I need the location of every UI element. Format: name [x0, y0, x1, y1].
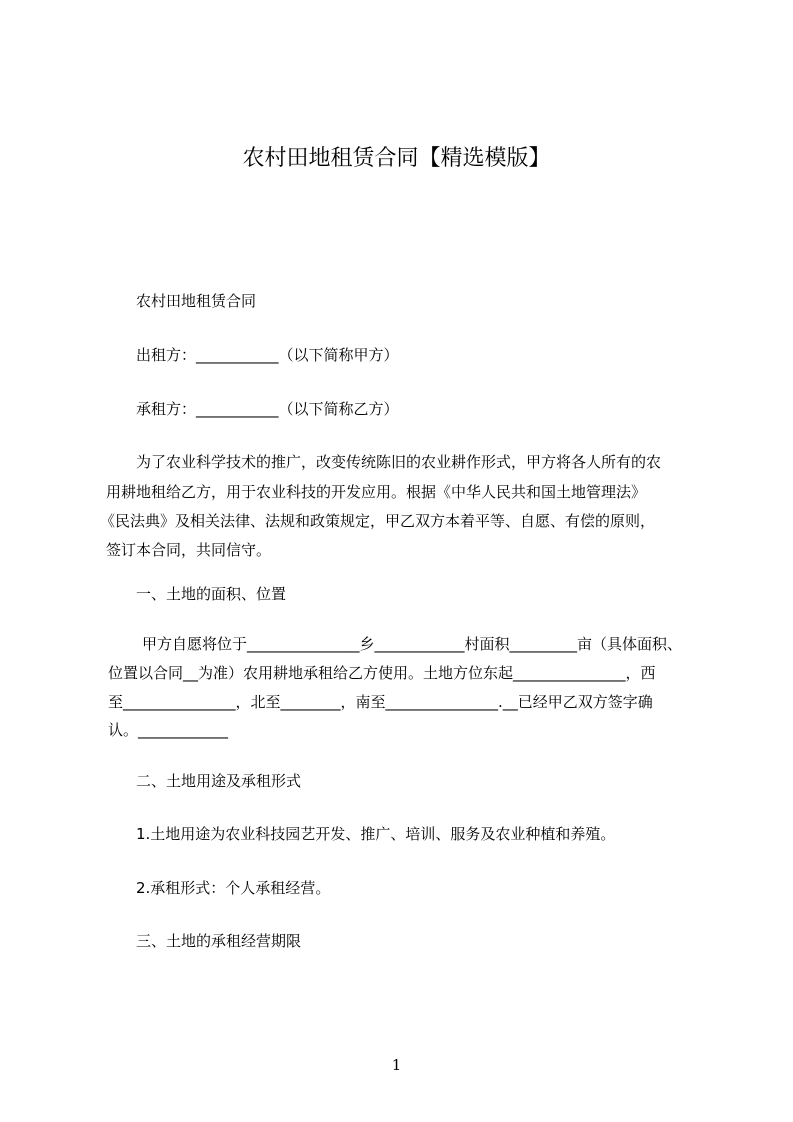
preamble-line-2: 用耕地租给乙方，用于农业科技的开发应用。根据《中华人民共和国土地管理法》: [106, 483, 647, 501]
lessor-line: 出租方：___________（以下简称甲方）: [136, 346, 399, 364]
page-number: 1: [391, 1056, 402, 1074]
page-title: 农村田地租赁合同【精选模版】: [242, 146, 551, 171]
land-clause-line-1: 甲方自愿将位于_______________乡____________村面积_________亩（具体面积、: [142, 635, 683, 653]
section-heading-3: 三、土地的承租经营期限: [136, 932, 302, 950]
section-heading-1: 一、土地的面积、位置: [136, 585, 287, 603]
lessee-line: 承租方：___________（以下简称乙方）: [136, 400, 399, 418]
land-clause-line-4: 认。____________: [108, 721, 229, 739]
preamble-line-4: 签订本合同，共同信守。: [106, 541, 272, 559]
usage-clause: 1.土地用途为农业科技园艺开发、推广、培训、服务及农业种植和养殖。: [136, 825, 616, 843]
preamble-line-3: 《民法典》及相关法律、法规和政策规定，甲乙双方本着平等、自愿、有偿的原则，: [100, 512, 656, 530]
contract-name: 农村田地租赁合同: [136, 292, 257, 310]
land-clause-line-2: 位置以合同__为准）农用耕地承租给乙方使用。土地方位东起_______________，西: [108, 664, 656, 682]
lease-form-clause: 2.承租形式：个人承租经营。: [136, 879, 331, 897]
land-clause-line-3: 至_______________，北至________，南至_______________.__已经甲乙双方签字确: [108, 693, 653, 711]
section-heading-2: 二、土地用途及承租形式: [136, 772, 302, 790]
preamble-line-1: 为了农业科学技术的推广，改变传统陈旧的农业耕作形式，甲方将各人所有的农: [136, 453, 662, 471]
